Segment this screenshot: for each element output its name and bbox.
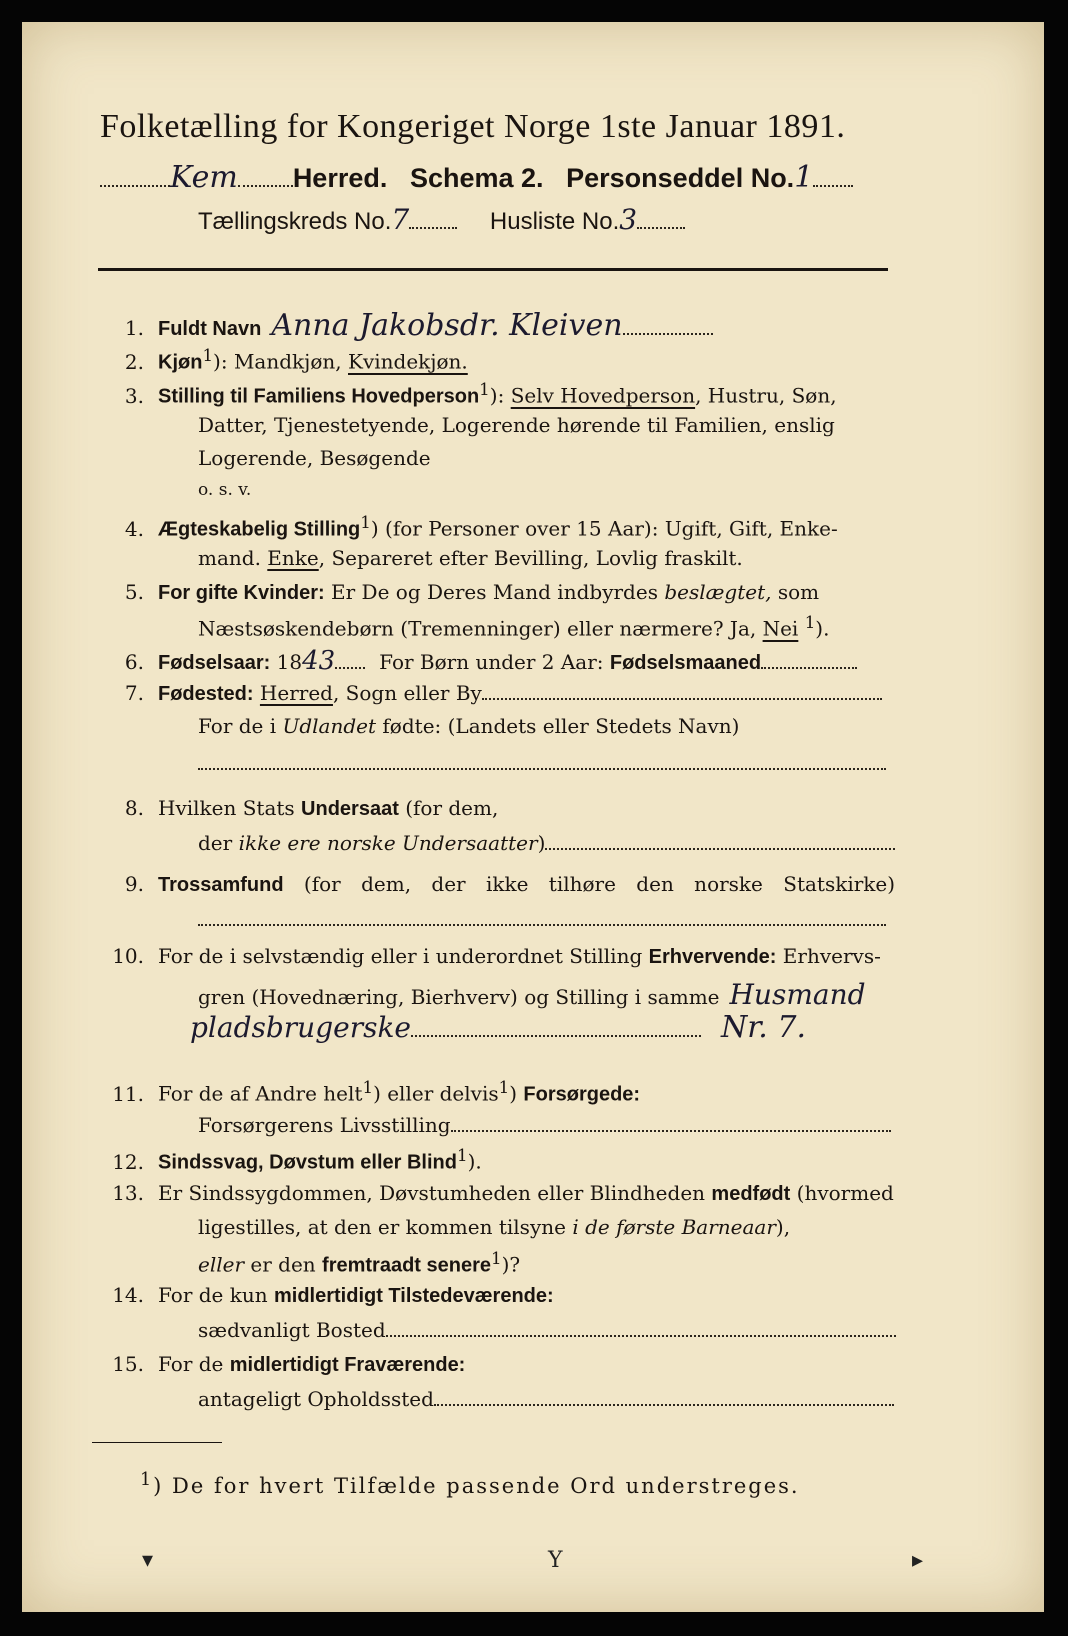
q8-line2-b: ) bbox=[537, 831, 546, 855]
q6-label2: Fødselsmaaned bbox=[609, 652, 762, 674]
q1-value: Anna Jakobsdr. Kleiven bbox=[271, 308, 623, 343]
q12-row bbox=[100, 1146, 482, 1175]
q4-line2-b: , Separeret efter Bevilling, Lovlig fraskilt. bbox=[318, 546, 743, 570]
q1-number: 1. bbox=[124, 316, 144, 340]
q13-number: 13. bbox=[112, 1181, 144, 1205]
q9-blank-line bbox=[198, 906, 886, 931]
q6-text-a: 18 bbox=[270, 650, 303, 674]
q14-line2: sædvanligt Bosted bbox=[198, 1318, 386, 1342]
q13-label: medfødt bbox=[711, 1183, 791, 1205]
q14-line2 bbox=[198, 1317, 896, 1342]
herred-value: Kem bbox=[170, 160, 238, 195]
q11-footnote-ref: 1 bbox=[362, 1078, 374, 1097]
q13-line2 bbox=[198, 1215, 790, 1239]
q15-row bbox=[100, 1352, 465, 1377]
q13-label2: fremtraadt senere bbox=[322, 1254, 491, 1277]
q3-label: Stilling til Familiens Hovedperson bbox=[158, 385, 480, 408]
q7-number: 7. bbox=[124, 681, 144, 705]
q9-row bbox=[100, 872, 895, 897]
q3-line2: Datter, Tjenestetyende, Logerende hørende til Familien, enslig bbox=[198, 413, 835, 437]
q2-underlined-option: Kvindekjøn. bbox=[348, 349, 468, 374]
q7-line2 bbox=[198, 714, 739, 738]
husliste-label: Husliste No. bbox=[489, 208, 620, 235]
q12-label: Sindssvag, Døvstum eller Blind bbox=[158, 1151, 457, 1174]
q8-label: Undersaat bbox=[301, 798, 399, 820]
q1-row bbox=[100, 308, 713, 343]
q13-italic: i de første Barneaar bbox=[572, 1215, 776, 1239]
q10-line3 bbox=[190, 1010, 806, 1045]
q11-label: Forsørgede: bbox=[523, 1083, 641, 1106]
q6-value: 43 bbox=[302, 646, 336, 676]
q7-line2-a: For de i bbox=[198, 714, 283, 738]
kreds-value: 7 bbox=[391, 203, 410, 236]
q13-row bbox=[100, 1181, 894, 1206]
q4-label: Ægteskabelig Stilling bbox=[158, 518, 361, 541]
q10-line2 bbox=[198, 978, 866, 1011]
q7-underlined-option: Herred bbox=[259, 681, 333, 705]
q5-underlined-option: Nei bbox=[762, 616, 799, 641]
q3-line4: o. s. v. bbox=[198, 480, 252, 500]
q14-label: midlertidigt Tilstedeværende: bbox=[273, 1285, 554, 1307]
q5-italic: beslægtet, bbox=[664, 580, 772, 604]
q7-blank-line bbox=[198, 750, 886, 775]
q12-footnote-ref: 1 bbox=[456, 1146, 468, 1165]
q13-line3-a: er den bbox=[244, 1252, 323, 1277]
footnote-ref: 1 bbox=[140, 1470, 154, 1490]
schema-label: Schema 2. bbox=[409, 163, 544, 193]
q11-footnote-ref-2: 1 bbox=[498, 1078, 510, 1097]
q5-text-b: som bbox=[771, 580, 820, 604]
q7-line2-b: fødte: (Landets eller Stedets Navn) bbox=[376, 714, 740, 738]
q11-line2 bbox=[198, 1112, 891, 1137]
husliste-value: 3 bbox=[619, 203, 638, 236]
q6-text-b: For Børn under 2 Aar: bbox=[379, 650, 610, 674]
q5-number: 5. bbox=[124, 580, 144, 604]
q8-line2-a: der bbox=[198, 831, 239, 855]
form-title: Folketælling for Kongeriget Norge 1ste Januar 1891. bbox=[100, 108, 846, 145]
q3-row bbox=[100, 380, 837, 409]
q6-label: Fødselsaar: bbox=[158, 652, 271, 674]
q5-text-a: Er De og Deres Mand indbyrdes bbox=[324, 580, 665, 604]
q13-text-a: Er Sindssygdommen, Døvstumheden eller Blindheden bbox=[158, 1181, 712, 1205]
q14-row bbox=[100, 1283, 554, 1308]
q10-line2: gren (Hovednæring, Bierhverv) og Stilling i samme bbox=[198, 985, 720, 1009]
q2-footnote-ref: 1 bbox=[202, 346, 214, 365]
q2-number: 2. bbox=[124, 349, 144, 374]
q4-number: 4. bbox=[124, 516, 144, 541]
q10-value-occupation: Husmand bbox=[729, 978, 866, 1011]
q5-row bbox=[100, 580, 819, 605]
q3-footnote-ref: 1 bbox=[479, 380, 490, 399]
q6-number: 6. bbox=[124, 650, 144, 674]
q3-text-b: , Hustru, Søn, bbox=[695, 383, 837, 408]
q13-line3-b: )? bbox=[501, 1252, 521, 1277]
q1-label: Fuldt Navn bbox=[158, 318, 262, 340]
q15-line2: antageligt Opholdssted bbox=[198, 1387, 434, 1411]
kreds-line bbox=[198, 203, 685, 236]
q10-text-b: Erhvervs- bbox=[776, 944, 881, 968]
q10-value-number: Nr. 7. bbox=[721, 1010, 806, 1045]
q9-text: (for dem, der ikke tilhøre den norske Statskirke) bbox=[283, 872, 896, 896]
q12-text: ). bbox=[467, 1149, 482, 1174]
q9-label: Trossamfund bbox=[158, 874, 284, 896]
q11-line2: Forsørgerens Livsstilling bbox=[198, 1113, 451, 1137]
q11-row bbox=[100, 1078, 640, 1107]
q7-text-b: , Sogn eller By bbox=[332, 681, 482, 705]
q10-value-occupation-cont: pladsbrugerske bbox=[190, 1011, 411, 1044]
q13-line3-italic: eller bbox=[198, 1252, 245, 1277]
q7-label: Fødested: bbox=[158, 683, 254, 705]
q13-line2-a: ligestilles, at den er kommen tilsyne bbox=[198, 1215, 573, 1239]
kreds-label: Tællingskreds No. bbox=[198, 208, 392, 235]
q15-text-a: For de bbox=[158, 1352, 230, 1376]
center-mark: Y bbox=[548, 1548, 563, 1573]
q4-line2-a: mand. bbox=[198, 546, 268, 570]
q13-line2-b: ), bbox=[775, 1215, 791, 1239]
q7-italic: Udlandet bbox=[282, 714, 377, 738]
footnote bbox=[140, 1470, 800, 1498]
q3-number: 3. bbox=[124, 383, 144, 408]
herred-line bbox=[100, 160, 853, 195]
q9-number: 9. bbox=[124, 872, 144, 896]
q4-row bbox=[100, 513, 838, 542]
corner-mark-right: ▸ bbox=[912, 1548, 924, 1573]
q10-text-a: For de i selvstændig eller i underordnet Stilling bbox=[158, 944, 649, 968]
footnote-text: ) De for hvert Tilfælde passende Ord understreges. bbox=[153, 1474, 800, 1498]
corner-mark-left: ▾ bbox=[142, 1548, 154, 1573]
q15-label: midlertidigt Fraværende: bbox=[229, 1354, 466, 1376]
q5-line2 bbox=[198, 613, 829, 641]
header-rule bbox=[98, 268, 888, 271]
q8-line2 bbox=[198, 830, 895, 855]
q8-italic: ikke ere norske Undersaatter bbox=[238, 831, 538, 855]
q4-underlined-option: Enke bbox=[267, 546, 319, 570]
q3-text-a: ): bbox=[489, 383, 511, 408]
q14-number: 14. bbox=[112, 1283, 144, 1307]
personseddel-value: 1 bbox=[794, 160, 814, 195]
q8-text-a: Hvilken Stats bbox=[158, 796, 302, 820]
personseddel-label: Personseddel No. bbox=[566, 163, 795, 193]
q5-label: For gifte Kvinder: bbox=[158, 582, 325, 604]
footnote-rule bbox=[92, 1442, 222, 1443]
q5-footnote-ref: 1 bbox=[804, 613, 816, 632]
q3-line3: Logerende, Besøgende bbox=[198, 446, 431, 470]
q15-number: 15. bbox=[112, 1352, 144, 1376]
q7-row bbox=[100, 680, 882, 706]
q5-line2-a: Næstsøskendebørn (Tremenninger) eller nærmere? Ja, bbox=[198, 616, 763, 641]
q11-number: 11. bbox=[112, 1081, 144, 1106]
q8-number: 8. bbox=[124, 796, 144, 820]
q6-row bbox=[100, 646, 857, 676]
herred-label: Herred. bbox=[292, 163, 388, 193]
q15-line2 bbox=[198, 1386, 894, 1411]
q11-text-b: ) eller delvis bbox=[373, 1081, 499, 1106]
q13-line3 bbox=[198, 1249, 520, 1278]
q3-underlined-option: Selv Hovedperson bbox=[510, 383, 696, 408]
q10-label: Erhvervende: bbox=[648, 946, 777, 968]
q8-row bbox=[100, 796, 498, 821]
q2-label: Kjøn bbox=[158, 351, 203, 374]
q5-line2-c: ). bbox=[815, 616, 830, 641]
q13-text-b: (hvormed bbox=[790, 1181, 894, 1205]
q11-text-a: For de af Andre helt bbox=[158, 1081, 363, 1106]
q2-row bbox=[100, 346, 468, 375]
q8-text-b: (for dem, bbox=[398, 796, 499, 820]
q4-text: ) (for Personer over 15 Aar): Ugift, Gift, Enke- bbox=[370, 516, 838, 541]
q14-text-a: For de kun bbox=[158, 1283, 274, 1307]
q4-line2 bbox=[198, 546, 743, 570]
q13-footnote-ref: 1 bbox=[491, 1249, 502, 1268]
q10-row bbox=[100, 944, 881, 969]
q11-text-c: ) bbox=[509, 1081, 524, 1106]
q10-number: 10. bbox=[112, 944, 144, 968]
q2-text: ): Mandkjøn, bbox=[213, 349, 348, 374]
q4-footnote-ref: 1 bbox=[360, 513, 371, 532]
q12-number: 12. bbox=[112, 1149, 144, 1174]
